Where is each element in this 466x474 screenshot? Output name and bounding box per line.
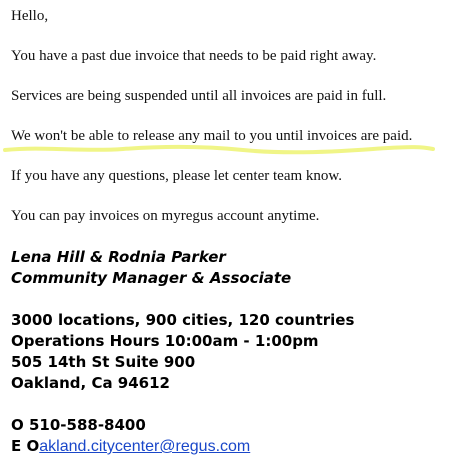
email-link[interactable]: akland.citycenter@regus.com <box>39 438 251 455</box>
paragraph-services-suspended: Services are being suspended until all invoices are paid in full. <box>11 88 387 104</box>
signature-email-prefix: E O <box>11 437 40 455</box>
paragraph-mail-hold: We won't be able to release any mail to you until invoices are paid. <box>11 128 413 144</box>
paragraph-past-due: You have a past due invoice that needs to be paid right away. <box>11 48 377 64</box>
paragraph-pay-invoices: You can pay invoices on myregus account anytime. <box>11 208 320 224</box>
signature-locations: 3000 locations, 900 cities, 120 countries <box>11 311 355 329</box>
signature-email-line <box>11 437 250 456</box>
paragraph-questions: If you have any questions, please let center team know. <box>11 168 342 184</box>
greeting: Hello, <box>11 8 49 24</box>
signature-names: Lena Hill & Rodnia Parker <box>11 248 226 266</box>
signature-titles: Community Manager & Associate <box>11 269 292 287</box>
signature-hours: Operations Hours 10:00am - 1:00pm <box>11 332 319 350</box>
signature-address-line2: Oakland, Ca 94612 <box>11 374 170 392</box>
signature-phone: O 510-588-8400 <box>11 416 146 434</box>
signature-address-line1: 505 14th St Suite 900 <box>11 353 196 371</box>
